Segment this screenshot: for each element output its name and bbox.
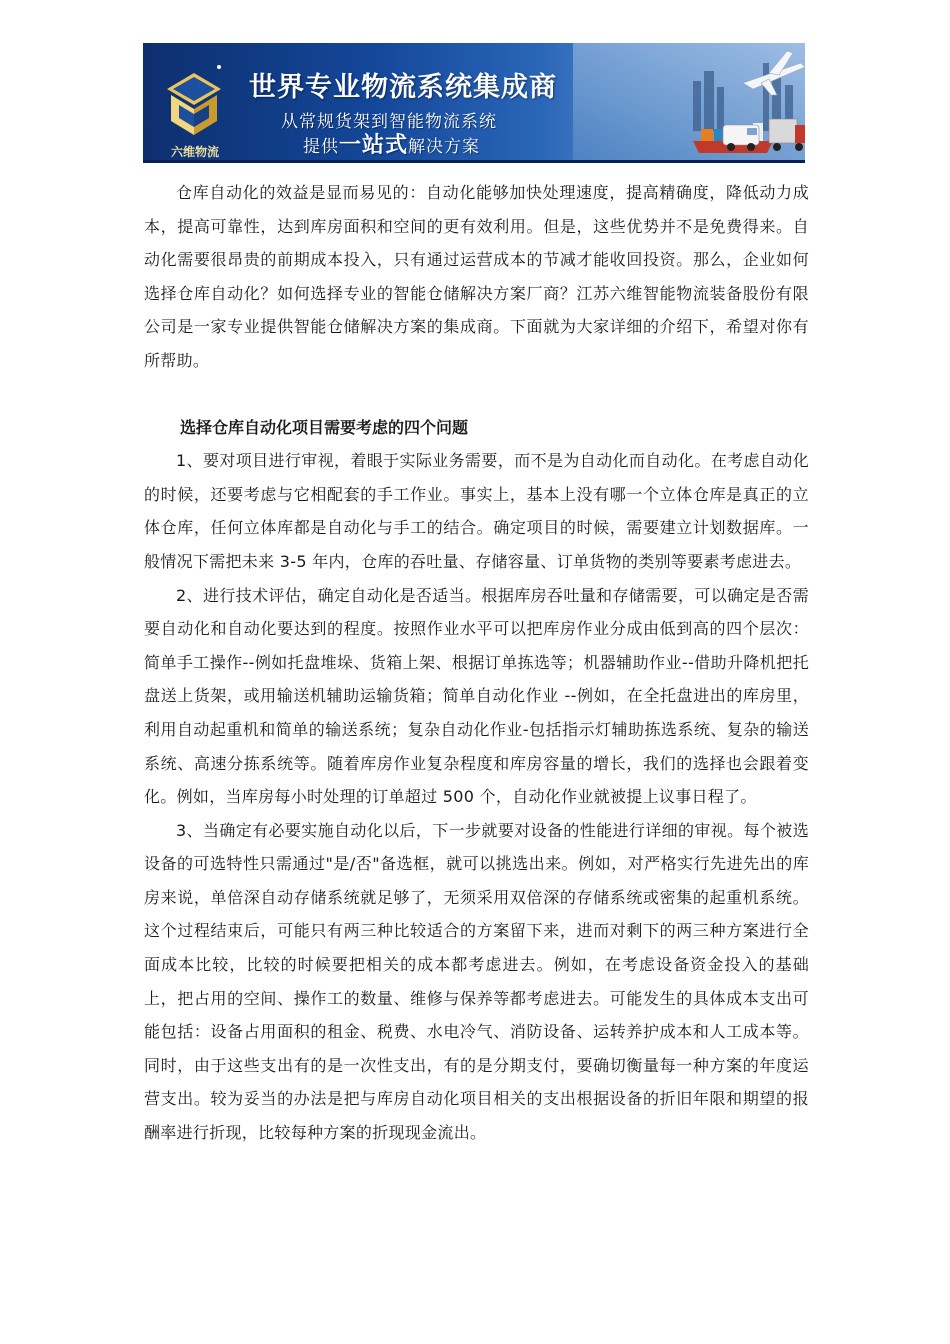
banner-subtitle-post: 解决方案 [408,137,481,157]
header-banner [143,43,805,163]
logistics-scene-illustration [573,43,805,163]
point-paragraph-3: 3、当确定有必要实施自动化以后，下一步就要对设备的性能进行详细的审视。每个被选设备的可选特性只需通过"是/否"备选框，就可以挑选出来。例如，对严格实行先进先出的库房来说，单倍深自动存储系统就足够了，无须采用双倍深的存储系统或密集的起重机系统。这个过程结束后，可能只有两三种比较适合的方案留下来，进而对剩下的两三种方案进行全面成本比较，比较的时候要把相关的成本都考虑进去。例如，在考虑设备资金投入的基础上，把占用的空间、操作工的数量、维修与保养等都考虑进去。可能发生的具体成本支出可能包括：设备占用面积的租金、税费、水电冷气、消防设备、运转养护成本和人工成本等。同时，由于这些支出有的是一次性支出，有的是分期支付，要确切衡量每一种方案的年度运营支出。较为妥当的办法是把与库房自动化项目相关的支出根据设备的折旧年限和期望的报酬率进行折现，比较每种方案的折现现金流出。 [144,820,809,1143]
banner-bottom-rule [143,160,805,163]
banner-subtitle-emphasis: 一站式 [339,133,409,158]
banner-subtitle-line1: 从常规货架到智能物流系统 [281,112,497,132]
article-body [144,176,809,1150]
banner-subtitle-pre: 提供 [303,137,339,157]
section-heading: 选择仓库自动化项目需要考虑的四个问题 [180,417,469,437]
banner-subtitle-line2 [303,128,480,159]
point-paragraph-1: 1、要对项目进行审视，着眼于实际业务需要，而不是为自动化而自动化。在考虑自动化的时候，还要考虑与它相配套的手工作业。事实上，基本上没有哪一个立体仓库是真正的立体仓库，任何立体库都是自动化与手工的结合。确定项目的时候，需要建立计划数据库。一般情况下需把未来 3-5 年内，仓库的吞吐量、存储容量、订单货物的类别等要素考虑进去。 [144,451,809,571]
logo-text: 六维物流 [170,145,219,159]
point-paragraph-2: 2、进行技术评估，确定自动化是否适当。根据库房吞吐量和存储需要，可以确定是否需要自动化和自动化要达到的程度。按照作业水平可以把库房作业分成由低到高的四个层次：简单手工操作--例如托盘堆垛、货箱上架、根据订单拣选等；机器辅助作业--借助升降机把托盘送上货架，或用输送机辅助运输货箱；简单自动化作业 --例如，在全托盘进出的库房里，利用自动起重机和简单的输送系统；复杂自动化作业-包括指示灯辅助拣选系统、复杂的输送系统、高速分拣系统等。随着库房作业复杂程度和库房容量的增长，我们的选择也会跟着变化。例如，当库房每小时处理的订单超过 500 个，自动化作业就被提上议事日程了。 [144,585,809,807]
intro-paragraph: 仓库自动化的效益是显而易见的：自动化能够加快处理速度，提高精确度，降低动力成本，提高可靠性，达到库房面积和空间的更有效利用。但是，这些优势并不是免费得来。自动化需要很昂贵的前期成本投入，只有通过运营成本的节减才能收回投资。那么，企业如何选择仓库自动化？如何选择专业的智能仓储解决方案厂商？江苏六维智能物流装备股份有限公司是一家专业提供智能仓储解决方案的集成商。下面就为大家详细的介绍下，希望对你有所帮助。 [144,183,809,370]
banner-title: 世界专业物流系统集成商 [249,72,557,103]
company-logo-icon [159,49,229,145]
